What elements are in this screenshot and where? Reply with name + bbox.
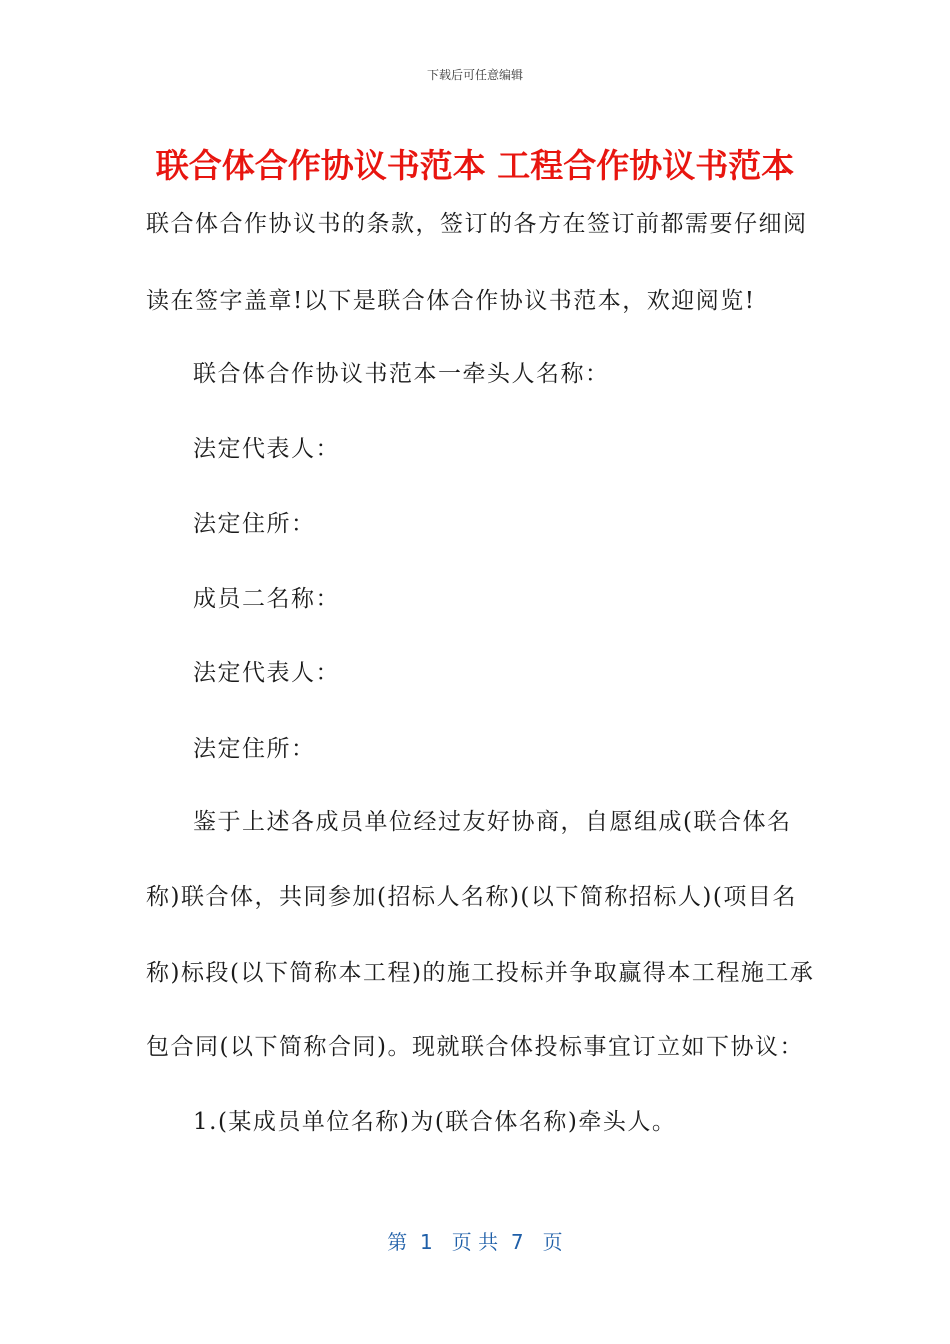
body-line-9: 鉴于上述各成员单位经过友好协商，自愿组成(联合体名 xyxy=(193,809,792,835)
body-line-5: 法定住所： xyxy=(193,511,316,537)
body-line-11: 称)标段(以下简称本工程)的施工投标并争取赢得本工程施工承 xyxy=(146,960,815,986)
body-line-10: 称)联合体，共同参加(招标人名称)(以下简称招标人)(项目名 xyxy=(146,884,797,910)
page-footer: 第 1 页 共 7 页 xyxy=(387,1230,563,1254)
document-title: 联合体合作协议书范本 工程合作协议书范本 xyxy=(155,146,795,185)
body-line-4: 法定代表人： xyxy=(193,436,340,462)
body-line-7: 法定代表人： xyxy=(193,660,340,686)
body-line-2: 读在签字盖章!以下是联合体合作协议书范本，欢迎阅览! xyxy=(146,288,756,314)
body-line-6: 成员二名称： xyxy=(193,586,340,612)
body-line-13: 1.(某成员单位名称)为(联合体名称)牵头人。 xyxy=(193,1109,677,1135)
body-line-1: 联合体合作协议书的条款，签订的各方在签订前都需要仔细阅 xyxy=(146,211,808,237)
body-line-8: 法定住所： xyxy=(193,736,316,762)
body-line-3: 联合体合作协议书范本一牵头人名称： xyxy=(193,361,610,387)
header-note: 下载后可任意编辑 xyxy=(426,68,523,82)
body-line-12: 包合同(以下简称合同)。现就联合体投标事宜订立如下协议： xyxy=(146,1034,804,1060)
